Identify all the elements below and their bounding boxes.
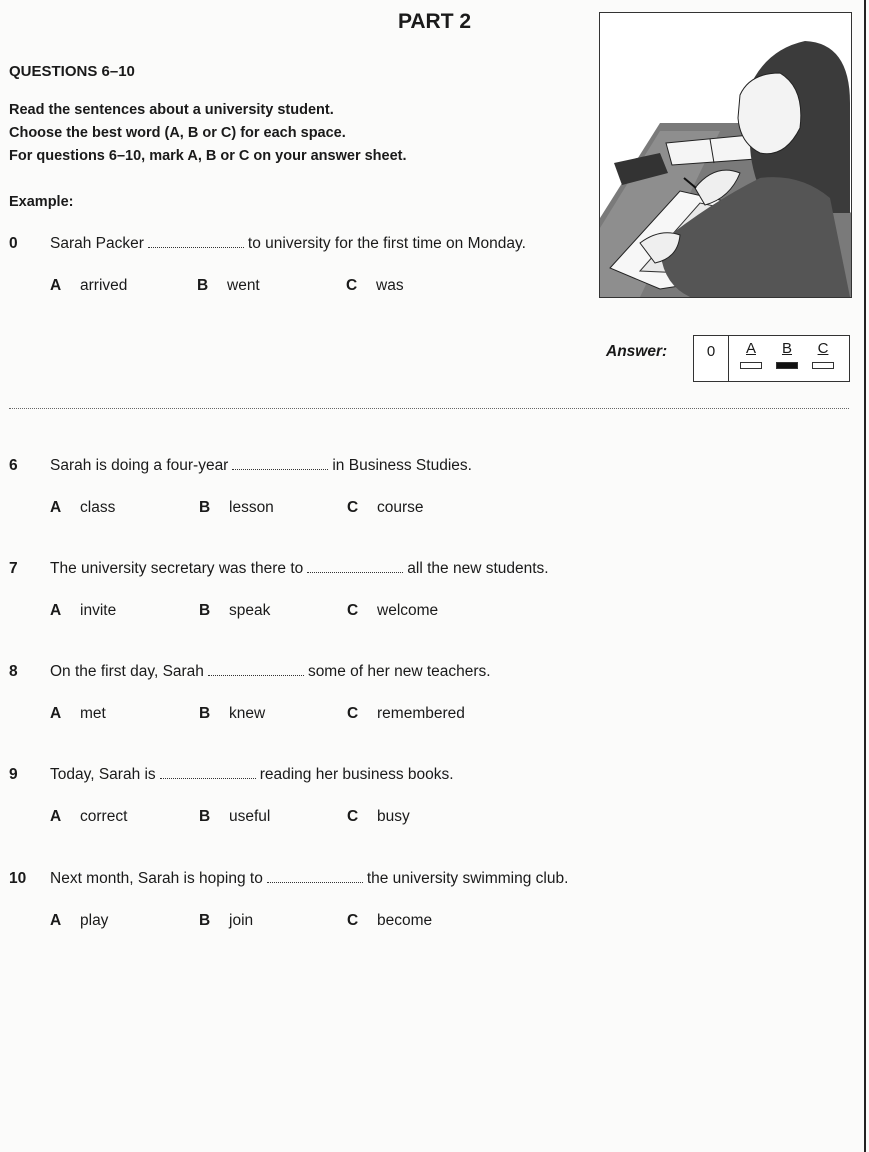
- answer-gap: [307, 562, 403, 573]
- option-c: C was: [346, 277, 404, 294]
- answer-choice-c: C: [812, 340, 834, 369]
- question-text: Next month, Sarah is hoping to the university swimming club.: [50, 870, 569, 887]
- question-text: Sarah is doing a four-year in Business Studies.: [50, 457, 472, 474]
- option-b: B went: [197, 277, 260, 294]
- instruction-line: Choose the best word (A, B or C) for each space.: [9, 125, 346, 141]
- option-a: A play: [50, 912, 109, 929]
- question-number: 8: [9, 663, 18, 680]
- answer-gap: [267, 872, 363, 883]
- option-a: A arrived: [50, 277, 128, 294]
- option-b: B knew: [199, 705, 266, 722]
- option-b: B join: [199, 912, 254, 929]
- instruction-line: Read the sentences about a university student.: [9, 102, 334, 118]
- question-number: 10: [9, 870, 27, 887]
- question-text: Today, Sarah is reading her business books.: [50, 766, 454, 783]
- option-a: A invite: [50, 602, 117, 619]
- option-c: C remembered: [347, 705, 465, 722]
- answer-mark-a: [740, 362, 762, 369]
- option-b: B lesson: [199, 499, 274, 516]
- option-a: A correct: [50, 808, 128, 825]
- answer-gap: [160, 768, 256, 779]
- example-label: Example:: [9, 194, 74, 210]
- question-number: 9: [9, 766, 18, 783]
- instruction-line: For questions 6–10, mark A, B or C on your answer sheet.: [9, 148, 407, 164]
- instructions: [9, 99, 407, 168]
- answer-choice-a: A: [740, 340, 762, 369]
- page-edge-line: [864, 0, 866, 1152]
- answer-gap: [208, 665, 304, 676]
- section-divider: [9, 408, 849, 409]
- answer-number: 0: [694, 336, 729, 381]
- option-c: C become: [347, 912, 433, 929]
- option-a: A met: [50, 705, 106, 722]
- question-text: Sarah Packer to university for the first time on Monday.: [50, 235, 526, 252]
- question-number: 6: [9, 457, 18, 474]
- answer-label: Answer:: [606, 343, 668, 360]
- student-reading-illustration: [599, 12, 852, 298]
- answer-gap: [232, 459, 328, 470]
- question-text: The university secretary was there to all the new students.: [50, 560, 549, 577]
- question-text: On the first day, Sarah some of her new teachers.: [50, 663, 491, 680]
- option-b: B speak: [199, 602, 271, 619]
- answer-choice-b: B: [776, 340, 798, 369]
- option-b: B useful: [199, 808, 271, 825]
- question-number: 0: [9, 235, 18, 252]
- option-c: C welcome: [347, 602, 439, 619]
- question-number: 7: [9, 560, 18, 577]
- answer-mark-b: [776, 362, 798, 369]
- answer-sheet-box: [693, 335, 850, 382]
- answer-gap: [148, 237, 244, 248]
- option-a: A class: [50, 499, 116, 516]
- option-c: C course: [347, 499, 424, 516]
- section-heading: QUESTIONS 6–10: [9, 63, 135, 80]
- part-title: PART 2: [397, 10, 472, 33]
- answer-mark-c: [812, 362, 834, 369]
- option-c: C busy: [347, 808, 410, 825]
